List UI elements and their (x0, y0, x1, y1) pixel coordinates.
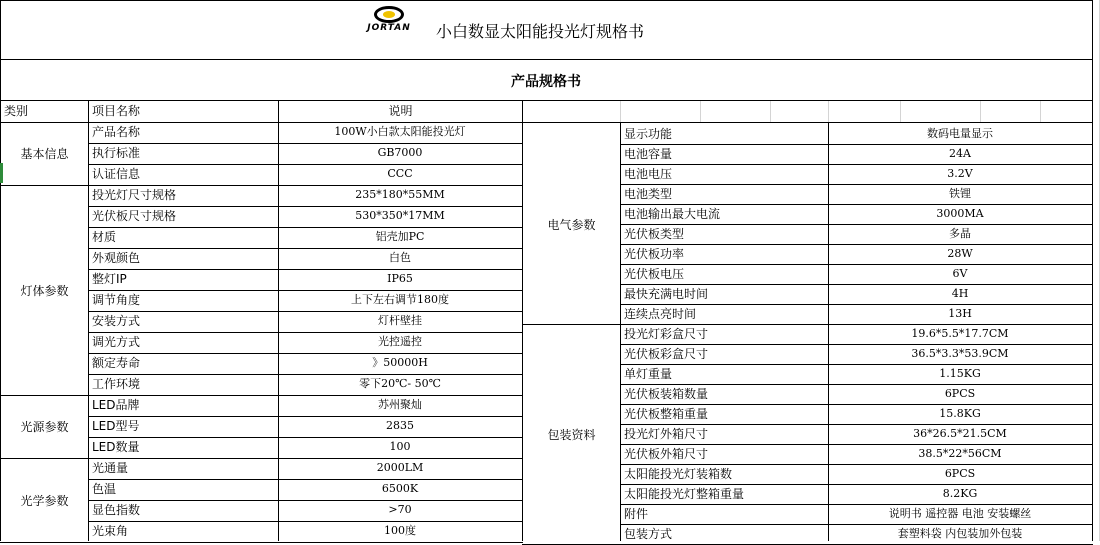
grid-line (0, 542, 88, 543)
grid-line (1092, 101, 1093, 541)
spec-item-label: 执行标准 (92, 146, 141, 160)
spec-item-label: 显示功能 (624, 127, 673, 141)
spec-item-label: 光束角 (92, 524, 129, 538)
spec-item-label: 光伏板外箱尺寸 (624, 447, 709, 461)
spec-item-value: 铁锂 (949, 187, 971, 200)
spec-item-label: LED型号 (92, 419, 140, 433)
spec-item-value: 100W小白款太阳能投光灯 (334, 125, 466, 138)
spec-item-value: 3000MA (936, 207, 984, 220)
spec-item-label: 太阳能投光灯整箱重量 (624, 487, 745, 501)
spec-item-value: 2835 (386, 419, 414, 432)
spec-item-label: 产品名称 (92, 125, 141, 139)
spec-item-label: 投光灯外箱尺寸 (624, 427, 709, 441)
spec-item-value: 上下左右调节180度 (351, 293, 449, 306)
spec-item-label: 电池电压 (624, 167, 673, 181)
grid-line (700, 101, 701, 122)
logo-wordmark: JORTAN (367, 23, 411, 33)
spec-item-label: 光伏板彩盒尺寸 (624, 347, 709, 361)
spec-item-value: CCC (387, 167, 413, 180)
spec-item-value: 13H (948, 307, 972, 320)
spec-item-label: 最快充满电时间 (624, 287, 709, 301)
grid-line (770, 101, 771, 122)
grid-line (1040, 101, 1041, 122)
spec-item-label: 外观颜色 (92, 251, 141, 265)
spec-item-value: 》50000H (372, 356, 428, 369)
spec-item-label: 电池容量 (624, 147, 673, 161)
spec-item-value: 36*26.5*21.5CM (913, 427, 1007, 440)
spec-item-label: 连续点亮时间 (624, 307, 697, 321)
spec-item-value: 6V (952, 267, 968, 280)
spec-item-label: 光伏板电压 (624, 267, 685, 281)
spec-item-label: 材质 (92, 230, 117, 244)
spec-item-value: 24A (949, 147, 971, 160)
column-header-description: 说明 (388, 104, 413, 118)
spec-item-label: 调光方式 (92, 335, 141, 349)
spec-item-label: 光伏板整箱重量 (624, 407, 709, 421)
spec-item-value: 6PCS (944, 387, 976, 400)
spec-item-value: 2000LM (376, 461, 424, 474)
spec-item-value: 套塑料袋 内包装加外包装 (897, 527, 1023, 540)
document-title: 小白数显太阳能投光灯规格书 (436, 22, 645, 41)
spec-item-value: 28W (947, 247, 973, 260)
spec-item-value: 铝壳加PC (375, 230, 425, 243)
spec-item-value: 8.2KG (942, 487, 978, 500)
spec-item-value: 530*350*17MM (355, 209, 445, 222)
spec-item-value: 4H (951, 287, 969, 300)
spec-item-value: 苏州聚灿 (378, 398, 422, 411)
spec-category-label: 光源参数 (20, 420, 69, 434)
spec-item-label: 光伏板装箱数量 (624, 387, 709, 401)
spec-item-label: 额定寿命 (92, 356, 141, 370)
spec-item-value: 6PCS (944, 467, 976, 480)
spec-item-label: 投光灯彩盒尺寸 (624, 327, 709, 341)
border-line (0, 0, 1092, 1)
spec-item-value: 多晶 (949, 227, 971, 240)
grid-line (88, 542, 523, 543)
spec-item-label: 包装方式 (624, 527, 673, 541)
spec-item-value: IP65 (387, 272, 413, 285)
spec-item-value: 38.5*22*56CM (918, 447, 1002, 460)
spec-item-value: 235*180*55MM (355, 188, 445, 201)
spec-item-value: >70 (388, 503, 412, 516)
spec-item-label: 电池类型 (624, 187, 673, 201)
spec-item-label: LED数量 (92, 440, 140, 454)
spec-item-value: 3.2V (947, 167, 973, 180)
spec-item-value: GB7000 (377, 146, 423, 159)
spec-category-label: 光学参数 (20, 493, 69, 508)
grid-line (980, 101, 981, 122)
brand-logo (356, 6, 422, 34)
spec-item-value: 19.6*5.5*17.7CM (911, 327, 1009, 340)
spec-item-label: 显色指数 (92, 503, 141, 517)
spec-item-label: 电池输出最大电流 (624, 207, 721, 221)
document-subtitle: 产品规格书 (511, 74, 581, 90)
spec-item-value: 1.15KG (939, 367, 981, 380)
spec-category-label: 电气参数 (547, 217, 596, 232)
spec-item-value: 零下20℃- 50℃ (359, 377, 441, 390)
spec-item-label: 调节角度 (92, 293, 141, 307)
grid-line (900, 101, 901, 122)
spec-item-label: 光伏板尺寸规格 (92, 209, 177, 223)
spec-item-value: 光控遥控 (378, 335, 422, 348)
spec-item-label: 色温 (92, 482, 117, 496)
spec-item-label: LED品牌 (92, 398, 140, 412)
column-header-category: 类别 (4, 104, 29, 118)
spec-item-value: 说明书 遥控器 电池 安装螺丝 (888, 507, 1032, 520)
grid-line (620, 101, 621, 122)
column-header-item: 项目名称 (92, 104, 141, 118)
spec-item-value: 100度 (384, 524, 416, 537)
spec-item-value: 数码电量显示 (927, 127, 993, 140)
spec-item-value: 白色 (389, 251, 411, 264)
spec-item-value: 100 (389, 440, 411, 453)
spec-item-label: 光伏板功率 (624, 247, 685, 261)
border-line (1092, 0, 1093, 101)
spec-item-value: 36.5*3.3*53.9CM (911, 347, 1009, 360)
logo-emblem-icon (374, 6, 404, 23)
spec-item-label: 安装方式 (92, 314, 141, 328)
grid-line (828, 101, 829, 122)
spec-item-label: 附件 (624, 507, 649, 521)
spec-item-label: 投光灯尺寸规格 (92, 188, 177, 202)
grid-line (522, 122, 1093, 123)
spec-item-value: 灯杆壁挂 (378, 314, 422, 327)
spec-item-label: 认证信息 (92, 167, 141, 181)
spec-item-value: 6500K (381, 482, 419, 495)
spec-item-label: 太阳能投光灯装箱数 (624, 467, 733, 481)
spec-category-label: 基本信息 (20, 147, 69, 161)
spec-item-label: 单灯重量 (624, 367, 673, 381)
spec-item-value: 15.8KG (939, 407, 981, 420)
spec-item-label: 光伏板类型 (624, 227, 685, 241)
border-line (0, 59, 1092, 60)
spec-item-label: 整灯IP (92, 272, 127, 286)
spec-item-label: 光通量 (92, 461, 129, 475)
spec-category-label: 包装资料 (547, 427, 596, 442)
spec-category-label: 灯体参数 (20, 283, 69, 298)
spec-item-label: 工作环境 (92, 377, 141, 391)
